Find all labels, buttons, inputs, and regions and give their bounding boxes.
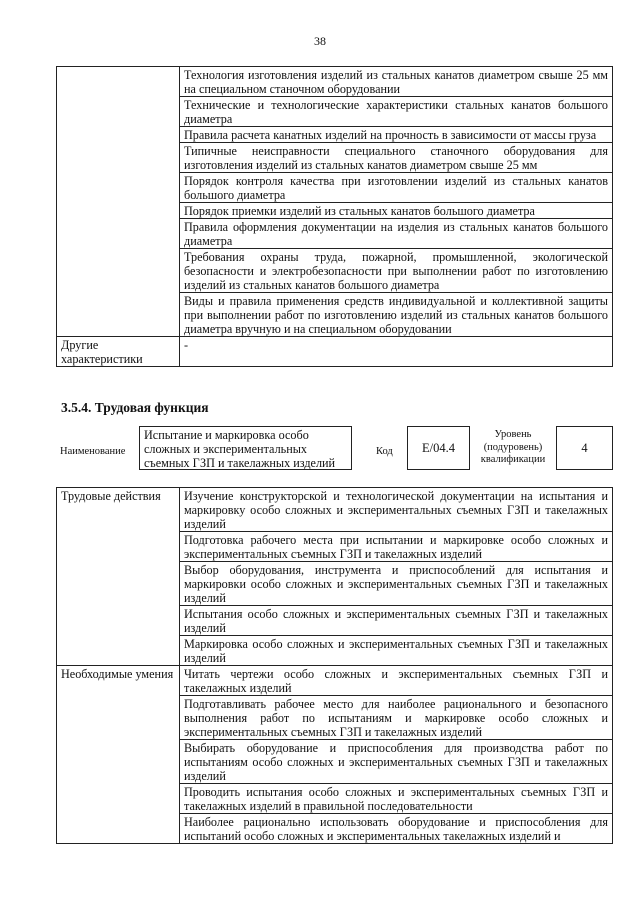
knowledge-item: Порядок контроля качества при изготовлении изделий из стальных канатов большого диаметра bbox=[180, 173, 613, 203]
skill-item: Выбирать оборудование и приспособления для производства работ по испытаниям особо сложных и экспериментальных съемных ГЗП и такелажных изделий bbox=[180, 740, 613, 784]
skills-label: Необходимые умения bbox=[57, 666, 180, 844]
knowledge-item: Требования охраны труда, пожарной, промышленной, экологической безопасности и электробезопасности при выполнении работ по изготовлению изделий из стальных канатов большого диаметра bbox=[180, 249, 613, 293]
knowledge-item: Технические и технологические характеристики стальных канатов большого диаметра bbox=[180, 97, 613, 127]
level-label: Уровень (подуровень) квалификации bbox=[480, 429, 546, 465]
knowledge-table bbox=[56, 66, 613, 367]
code-box: E/04.4 bbox=[407, 426, 470, 470]
knowledge-item: Правила оформления документации на изделия из стальных канатов большого диаметра bbox=[180, 219, 613, 249]
section-title: 3.5.4. Трудовая функция bbox=[61, 400, 209, 415]
skill-item: Наиболее рационально использовать оборудование и приспособления для испытаний особо сложных и экспериментальных такелажных изделий и bbox=[180, 814, 613, 844]
actions-label: Трудовые действия bbox=[57, 488, 180, 666]
knowledge-item: Правила расчета канатных изделий на прочность в зависимости от массы груза bbox=[180, 127, 613, 143]
function-table bbox=[56, 487, 613, 844]
code-label: Код bbox=[376, 446, 393, 457]
skill-item: Читать чертежи особо сложных и экспериментальных съемных ГЗП и такелажных изделий bbox=[180, 666, 613, 696]
other-characteristics-label: Другие характеристики bbox=[57, 337, 180, 367]
knowledge-item: Типичные неисправности специального станочного оборудования для изготовления изделий из стальных канатов диаметром свыше 25 мм bbox=[180, 143, 613, 173]
name-label: Наименование bbox=[60, 446, 126, 457]
skill-item: Проводить испытания особо сложных и экспериментальных съемных ГЗП и такелажных изделий в правильной последовательности bbox=[180, 784, 613, 814]
knowledge-item: Виды и правила применения средств индивидуальной и коллективной защиты при выполнении работ по изготовлению изделий из стальных канатов большого диаметра вручную и на специальном оборудовании bbox=[180, 293, 613, 337]
knowledge-label-cell bbox=[57, 67, 180, 337]
table-row bbox=[57, 488, 613, 532]
table-row bbox=[57, 337, 613, 367]
function-name-box: Испытание и маркировка особо сложных и экспериментальных съемных ГЗП и такелажных изделий bbox=[139, 426, 352, 470]
page-number: 38 bbox=[314, 34, 326, 48]
level-box: 4 bbox=[556, 426, 613, 470]
knowledge-item: Технология изготовления изделий из стальных канатов диаметром свыше 25 мм на специальном станочном оборудовании bbox=[180, 67, 613, 97]
skill-item: Подготавливать рабочее место для наиболее рационального и безопасного выполнения работ по испытаниям и маркировке особо сложных и экспериментальных съемных ГЗП и такелажных изделий bbox=[180, 696, 613, 740]
action-item: Выбор оборудования, инструмента и приспособлений для испытания и маркировки особо сложных и экспериментальных съемных ГЗП и такелажных изделий bbox=[180, 562, 613, 606]
action-item: Испытания особо сложных и экспериментальных съемных ГЗП и такелажных изделий bbox=[180, 606, 613, 636]
knowledge-item: Порядок приемки изделий из стальных канатов большого диаметра bbox=[180, 203, 613, 219]
table-row bbox=[57, 67, 613, 97]
other-characteristics-value: - bbox=[180, 337, 613, 367]
action-item: Подготовка рабочего места при испытании и маркировке особо сложных и экспериментальных съемных ГЗП и такелажных изделий bbox=[180, 532, 613, 562]
action-item: Изучение конструкторской и технологической документации на испытания и маркировку особо сложных и экспериментальных съемных ГЗП и такелажных изделий bbox=[180, 488, 613, 532]
action-item: Маркировка особо сложных и экспериментальных съемных ГЗП и такелажных изделий bbox=[180, 636, 613, 666]
table-row bbox=[57, 666, 613, 696]
